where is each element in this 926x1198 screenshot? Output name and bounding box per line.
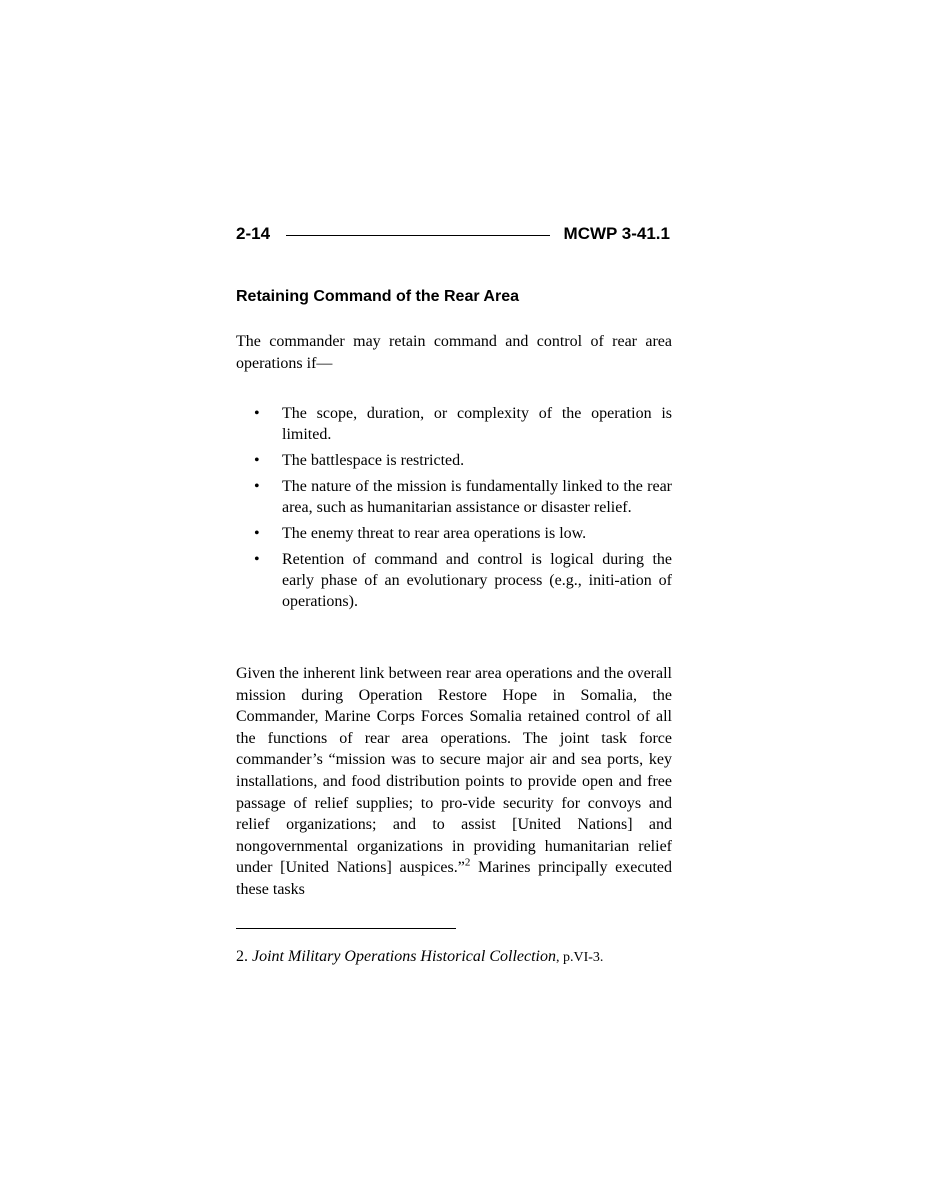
footnote-number: 2. <box>236 948 248 965</box>
footnote-source-title: Joint Military Operations Historical Collection <box>252 948 556 965</box>
bullet-icon: • <box>254 452 260 469</box>
bullet-icon: • <box>254 525 260 542</box>
footnote <box>236 946 603 968</box>
list-item-text: The enemy threat to rear area operations is low. <box>282 525 587 542</box>
body-text: Given the inherent link between rear area operations and the overall mission during Operation Restore Hope in Somalia, the Commander, Marine Corps Forces Somalia retained control of all the functions of rear area operations. The joint task force commander’s “mission was to secure major air and sea ports, key installations, and food distribution points to provide open and free passage of relief supplies; to pro-vide security for convoys and relief organizations; and to assist [United Nations] and nongovernmental organizations in providing humanitarian relief under [United Nations] auspices.” <box>236 665 672 877</box>
list-item-text: The scope, duration, or complexity of the operation is limited. <box>282 405 672 443</box>
page-number: 2-14 <box>236 224 271 243</box>
list-item <box>236 549 672 612</box>
bullet-icon: • <box>254 405 260 422</box>
condition-list <box>236 403 672 617</box>
list-item <box>236 523 672 544</box>
body-paragraph <box>236 663 672 901</box>
list-item-text: The battlespace is restricted. <box>282 452 465 469</box>
list-item <box>236 403 672 445</box>
publication-id: MCWP 3-41.1 <box>563 224 670 243</box>
list-item <box>236 450 672 471</box>
list-item-text: The nature of the mission is fundamentally linked to the rear area, such as humanitarian assistance or disaster relief. <box>282 478 672 516</box>
footnote-marker[interactable]: 2 <box>464 857 471 870</box>
running-header <box>236 223 670 247</box>
body-text-continued: Marines principally executed these tasks <box>236 859 673 898</box>
footnote-page-ref: , p.VI-3. <box>555 950 604 965</box>
bullet-icon: • <box>254 478 260 495</box>
list-item-text: Retention of command and control is logical during the early phase of an evolutionary process (e.g., initi-ation of operations). <box>282 551 672 610</box>
intro-paragraph: The commander may retain command and control of rear area operations if— <box>236 333 672 372</box>
footnote-divider <box>236 928 456 929</box>
section-heading: Retaining Command of the Rear Area <box>236 288 520 305</box>
list-item <box>236 476 672 518</box>
bullet-icon: • <box>254 551 260 568</box>
header-rule <box>286 235 550 236</box>
